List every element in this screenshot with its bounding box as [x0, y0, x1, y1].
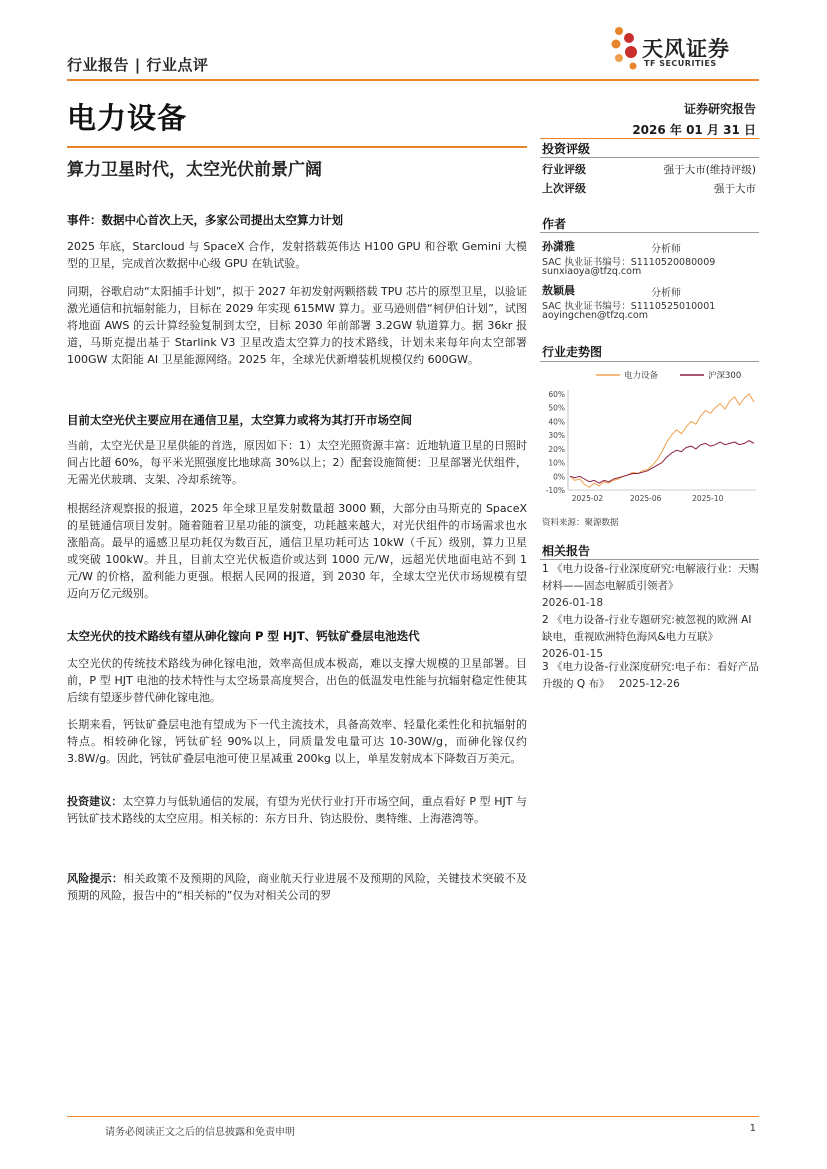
- legend-label: 电力设备: [624, 371, 659, 381]
- report-headline: 算力卫星时代，太空光伏前景广阔: [67, 160, 322, 180]
- y-tick-label: -10%: [545, 486, 565, 495]
- related-divider: [540, 559, 759, 560]
- industry-title: 电力设备: [67, 101, 188, 135]
- author-email[interactable]: sunxiaoya@tfzq.com: [542, 266, 642, 277]
- header-divider: [67, 79, 759, 81]
- logo-text-cn: 天风证券: [642, 37, 730, 61]
- rating-section-title: 投资评级: [542, 142, 591, 156]
- investment-advice: [67, 793, 527, 827]
- author-cert: SAC 执业证书编号：S1110525010001: [542, 301, 716, 312]
- related-report-item[interactable]: [542, 612, 760, 663]
- risk-warning-label: 风险提示：: [67, 872, 124, 885]
- y-tick-label: 10%: [548, 458, 565, 468]
- previous-rating-label: 上次评级: [542, 182, 586, 195]
- investment-advice-label: 投资建议：: [67, 795, 123, 808]
- related-report-date: 2026-01-18: [542, 597, 604, 609]
- section-heading: 太空光伏的技术路线有望从砷化镓向 P 型 HJT、钙钛矿叠层电池迭代: [67, 629, 420, 643]
- y-tick-label: 30%: [548, 431, 565, 441]
- related-report-date: 2026-01-15: [542, 648, 604, 660]
- report-category: 行业报告 | 行业点评: [67, 56, 209, 74]
- y-tick-label: 50%: [548, 403, 565, 413]
- logo-mark-icon: [612, 27, 638, 70]
- author-email[interactable]: aoyingchen@tfzq.com: [542, 310, 648, 321]
- body-paragraph: 长期来看，钙钛矿叠层电池有望成为下一代主流技术，具备高效率、轻量化柔性化和抗辐射的特点。相较砷化镓，钙钛矿轻 90%以上，同质量发电量可达 10-30W/g，而砷化镓仅约 3.8W/g。因此，钙钛矿叠层电池可使卫星减重 200kg 以上，单星发射成本下降数百万美元。: [67, 718, 527, 765]
- investment-advice-text: 太空算力与低轨通信的发展，有望为光伏行业打开市场空间，重点看好 P 型 HJT 与钙钛矿技术路线的太空应用。相关标的：东方日升、钧达股份、奥特维、上海港湾等。: [67, 795, 528, 825]
- series-line-industry: [570, 394, 754, 487]
- body-paragraph: 当前，太空光伏是卫星供能的首选，原因如下：1）太空光照资源丰富：近地轨道卫星的日照时间占比超 60%，每平米光照强度比地球高 30%以上；2）配套设施简便：卫星部署光伏组件，无需光伏玻璃、支架、冷却系统等。: [67, 439, 527, 486]
- y-tick-label: 40%: [548, 417, 565, 427]
- footer-divider: [67, 1116, 759, 1117]
- report-date: 2026 年 01 月 31 日: [632, 123, 756, 137]
- author-cert: SAC 执业证书编号：S1110520080009: [542, 257, 716, 268]
- author-name: 敖颖晨: [542, 284, 575, 297]
- chart-title: 行业走势图: [542, 345, 603, 359]
- authors-section-title: 作者: [542, 217, 567, 231]
- author-role: 分析师: [651, 244, 681, 255]
- body-paragraph: 2025 年底，Starcloud 与 SpaceX 合作，发射搭载英伟达 H100 GPU 和谷歌 Gemini 大模型的卫星，完成首次数据中心级 GPU 在轨试验。: [67, 240, 527, 270]
- y-tick-label: 20%: [548, 444, 565, 454]
- authors-divider: [540, 232, 759, 233]
- risk-warning-text: 相关政策不及预期的风险，商业航天行业进展不及预期的风险，关键技术突破不及预期的风险，报告中的“相关标的”仅为对相关公司的罗: [67, 872, 527, 902]
- related-report-item[interactable]: [542, 659, 760, 693]
- related-report-title[interactable]: 1 《电力设备-行业深度研究:电解液行业：天赐材料——固态电解质引领者》: [542, 563, 759, 592]
- logo-text-en: TF SECURITIES: [644, 59, 717, 68]
- rating-label: 行业评级: [542, 163, 586, 176]
- related-report-title[interactable]: 3 《电力设备-行业深度研究:电子布：看好产品升级的 Q 布》: [542, 661, 759, 690]
- y-tick-label: 60%: [548, 390, 565, 399]
- rating-value: 强于大市(维持评级): [663, 164, 756, 176]
- x-tick-label: 2025-02: [571, 494, 604, 503]
- body-paragraph: 根据经济观察报的报道，2025 年全球卫星发射数量超 3000 颗，大部分由马斯克的 SpaceX 的星链通信项目发射。随着随着卫星功能的演变，功耗越来越大，对光伏组件的市场需求也水涨船高。最早的遥感卫星功耗仅为数百瓦，通信卫星功耗可达 10kW（千瓦）级别，算力卫星或突破 100kW。并且，目前太空光伏板造价或达到 1000 元/W，远超光伏地面电站不到 1 元/W 的价格，盈利能力更强。根据人民网的报道，到 2030 年，全球太空光伏市场规模有望迈向万亿元级别。: [67, 502, 527, 600]
- related-section-title: 相关报告: [542, 544, 591, 558]
- author-name: 孙潇雅: [542, 240, 575, 253]
- series-line-index: [570, 441, 754, 484]
- x-tick-label: 2025-10: [692, 494, 724, 503]
- related-report-title[interactable]: 2 《电力设备-行业专题研究:被忽视的欧洲 AI 缺电，重视欧洲特色海风&电力互联》: [542, 614, 752, 643]
- body-paragraph: 太空光伏的传统技术路线为砷化镓电池，效率高但成本极高，难以支撑大规模的卫星部署。目前，P 型 HJT 电池的技术特性与太空场景高度契合，出色的低温发电性能与抗辐射稳定性使其后续有望逐步替代砷化镓电池。: [67, 657, 527, 704]
- author-role: 分析师: [651, 288, 681, 299]
- x-tick-label: 2025-06: [630, 494, 662, 503]
- footer-disclaimer: 请务必阅读正文之后的信息披露和免责申明: [105, 1127, 295, 1138]
- previous-rating-value: 强于大市: [714, 183, 756, 195]
- page-number: 1: [749, 1123, 756, 1134]
- legend-label: 沪深300: [708, 371, 742, 381]
- title-divider: [67, 146, 527, 148]
- section-heading: 目前太空光伏主要应用在通信卫星，太空算力或将为其打开市场空间: [67, 413, 412, 427]
- y-tick-label: 0%: [553, 472, 565, 482]
- section-heading: 事件：数据中心首次上天，多家公司提出太空算力计划: [67, 213, 343, 227]
- risk-warning: [67, 870, 527, 904]
- related-report-date: 2025-12-26: [618, 678, 680, 690]
- chart-source: 资料来源：聚源数据: [542, 518, 619, 528]
- industry-trend-chart: [538, 360, 760, 508]
- report-kind: 证券研究报告: [683, 102, 756, 116]
- rating-divider: [540, 157, 759, 158]
- rating-top-divider: [540, 138, 759, 139]
- body-paragraph: 同期，谷歌启动“太阳捕手计划”，拟于 2027 年初发射两颗搭载 TPU 芯片的原型卫星，以验证激光通信和抗辐射能力，目标在 2029 年实现 615MW 算力。亚马逊则借“柯伊伯计划”，试图将地面 AWS 的云计算经验复制到太空，目标 2030 年前部署 3.2GW 轨道算力。据 36kr 报道，马斯克提出基于 Starlink V3 卫星改造太空算力的技术路线，计划未来每年向太空部署 100GW 太阳能 AI 卫星能源网络。2025 年，全球光伏新增装机规模仅约 600GW。: [67, 285, 527, 366]
- related-report-item[interactable]: [542, 561, 760, 612]
